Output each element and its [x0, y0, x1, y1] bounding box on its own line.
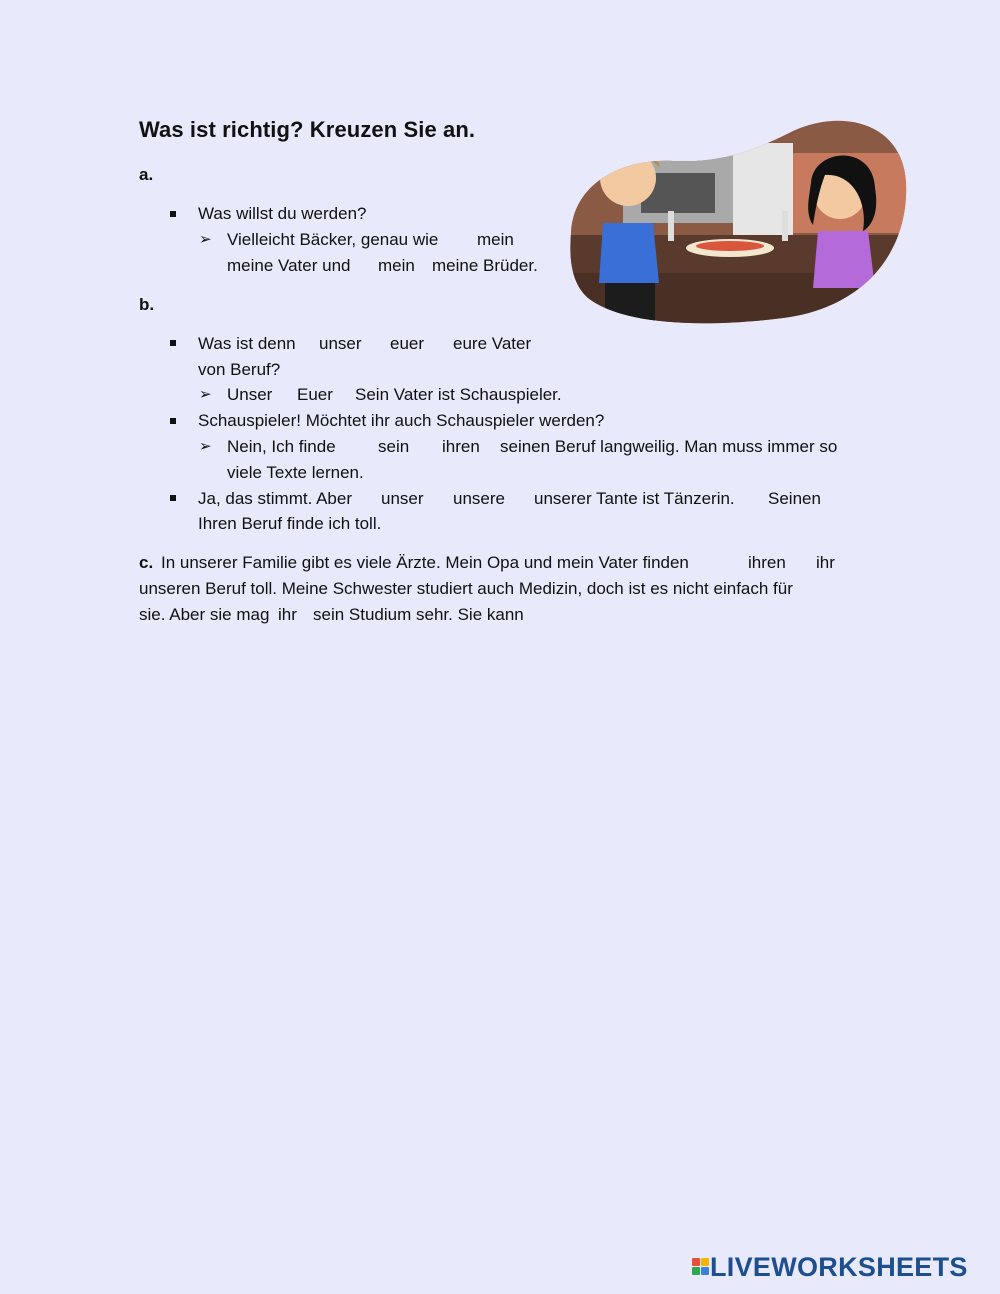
bullet-icon	[170, 211, 176, 217]
section-c-line2: unseren Beruf toll. Meine Schwester studiert auch Medizin, doch ist es nicht einfach für	[139, 579, 793, 598]
choice-unserer-tante[interactable]: unserer Tante ist Tänzerin.	[534, 489, 735, 508]
illustration-couple-dinner	[563, 113, 908, 325]
choice-ihr-1[interactable]: ihr	[816, 553, 835, 572]
choice-meine-vater[interactable]: meine Vater und	[227, 256, 351, 275]
section-a-question: Was willst du werden?	[198, 204, 367, 223]
bullet-icon	[170, 340, 176, 346]
choice-mein-1[interactable]: mein	[477, 230, 514, 249]
section-c-line3: sie. Aber sie mag	[139, 605, 270, 624]
section-c-label: c.	[139, 553, 154, 572]
liveworksheets-logo-text: LIVEWORKSHEETS	[710, 1252, 968, 1282]
liveworksheets-logo[interactable]	[690, 1254, 990, 1284]
choice-ihren-1[interactable]: ihren	[442, 437, 480, 456]
section-b-q1-text: Was ist denn	[198, 334, 296, 353]
bullet-icon	[170, 495, 176, 501]
choice-seinen[interactable]: Seinen	[768, 489, 821, 508]
bullet-icon	[170, 418, 176, 424]
choice-eure-vater[interactable]: eure Vater	[453, 334, 532, 353]
section-b-a2-cont: viele Texte lernen.	[227, 463, 364, 482]
section-b-q1-cont: von Beruf?	[198, 360, 281, 379]
choice-mein-2[interactable]: mein	[378, 256, 415, 275]
choice-unser-2[interactable]: Unser	[227, 385, 273, 404]
section-b-label: b.	[139, 295, 155, 314]
choice-ihr-2[interactable]: ihr	[278, 605, 297, 624]
choice-sein-studium[interactable]: sein Studium sehr. Sie kann	[313, 605, 524, 624]
choice-euer-2[interactable]: Euer	[297, 385, 333, 404]
section-b-a2-text: Nein, Ich finde	[227, 437, 336, 456]
section-b-s3-text: Ja, das stimmt. Aber	[198, 489, 352, 508]
page-title: Was ist richtig? Kreuzen Sie an.	[139, 117, 476, 142]
arrow-bullet-icon: ➢	[199, 386, 212, 403]
arrow-bullet-icon: ➢	[199, 438, 212, 455]
section-a-answer-text: Vielleicht Bäcker, genau wie	[227, 230, 439, 249]
choice-sein[interactable]: sein	[378, 437, 410, 456]
choice-unser-3[interactable]: unser	[381, 489, 424, 508]
section-b-q2: Schauspieler! Möchtet ihr auch Schauspieler werden?	[198, 411, 605, 430]
choice-unsere[interactable]: unsere	[453, 489, 505, 508]
choice-meine-brueder[interactable]: meine Brüder.	[432, 256, 538, 275]
section-a-label: a.	[139, 165, 154, 184]
arrow-bullet-icon: ➢	[199, 231, 212, 248]
choice-ihren-beruf[interactable]: Ihren Beruf finde ich toll.	[198, 514, 382, 533]
choice-seinen-beruf[interactable]: seinen Beruf langweilig. Man muss immer so	[500, 437, 838, 456]
choice-unser-1[interactable]: unser	[319, 334, 362, 353]
choice-euer-1[interactable]: euer	[390, 334, 425, 353]
choice-ihren-2[interactable]: ihren	[748, 553, 786, 572]
choice-sein-vater[interactable]: Sein Vater ist Schauspieler.	[355, 385, 562, 404]
section-c-line1: In unserer Familie gibt es viele Ärzte. Mein Opa und mein Vater finden	[161, 553, 689, 572]
